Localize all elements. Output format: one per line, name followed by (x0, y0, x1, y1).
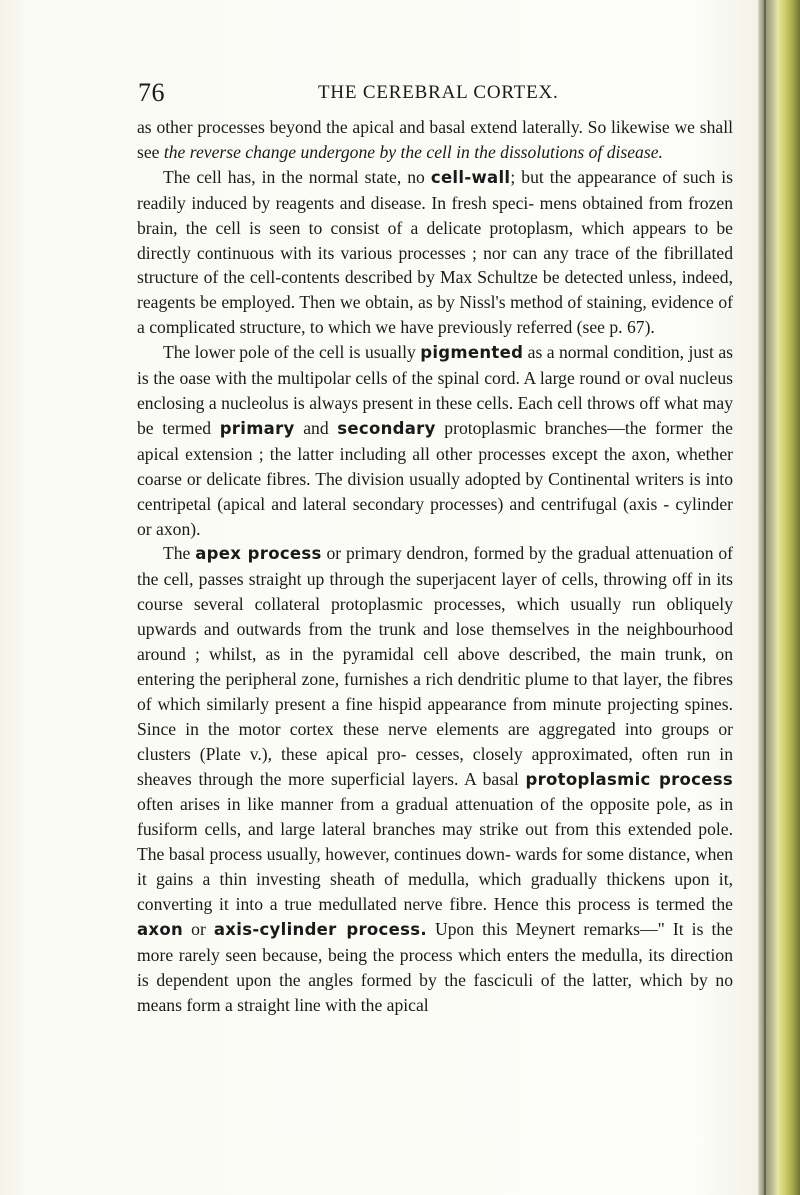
text-run: often arises in like manner from a gradual attenuation of the opposite pole, as in fusiform cells, and large lateral branches may strike out from this extended pole. The basal process usually, however, continues down- wards for some distance, when it gains a thin investing sheath of medulla, which gradually thickens upon it, converting it into a true medullated nerve fibre. Hence this process is termed the (137, 794, 733, 915)
paragraph-1 (137, 115, 733, 165)
italic-text: the reverse change undergone by the cell in the dissolutions of disease. (163, 141, 663, 162)
text-run: ; but the appearance of such is readily induced by reagents and disease. In fresh speci- mens obtained from frozen brain, the cell is seen to consist of a delicate protoplasm, which appears to be directly continuous with its various processes ; nor can any trace of the fibrillated structure of the cell-contents described by Max Schultze be detected unless, indeed, reagents be employed. Then we obtain, as by Nissl's method of staining, evidence of a complicated structure, to which we have previously referred (see p. 67). (137, 166, 733, 338)
text-run: The lower pole of the cell is usually (163, 342, 421, 363)
text-run: The (163, 543, 196, 564)
paragraph-4 (137, 541, 733, 1017)
running-head: THE CEREBRAL CORTEX. (318, 82, 559, 103)
term-pigmented: pigmented (420, 343, 524, 363)
text-run: protoplasmic branches—the former the apical extension ; the latter including all other processes except the axon, whether coarse or delicate fibres. The division usually adopted by Continental writers is into centripetal (apical and lateral secondary processes) and centrifugal (axis - cylinder or axon). (137, 417, 733, 539)
page-header (138, 78, 738, 108)
text-run: Upon this Meynert remarks—" It is the more rarely seen because, being the process which enters the medulla, its direction is dependent upon the angles formed by the fasciculi of the latter, which by no means form a straight line with the apical (137, 919, 733, 1015)
term-axis-cylinder: axis-cylinder process. (213, 920, 427, 939)
text-run: as a normal condition, just as is the oase with the multipolar cells of the spinal cord. A large round or oval nucleus enclosing a nucleolus is always present in these cells. Each cell throws off what may be termed (137, 342, 734, 438)
term-cell-wall: cell-wall (430, 167, 511, 187)
body-text (137, 115, 733, 1018)
term-secondary: secondary (337, 418, 436, 438)
text-run: and (294, 417, 338, 438)
term-primary: primary (219, 418, 295, 438)
paragraph-2 (137, 165, 733, 340)
term-axon: axon (137, 920, 184, 939)
text-run: or (183, 919, 214, 939)
text-run: or primary dendron, formed by the gradual attenuation of the cell, passes straight up through the superjacent layer of cells, throwing off in its course several collateral protoplasmic processes, which usually run obliquely upwards and outwards from the trunk and lose themselves in the neighbourhood around ; whilst, as in the pyramidal cell above described, the main trunk, on entering the peripheral zone, furnishes a rich dendritic plume to that layer, the fibres of which similarly present a fine hispid appearance from minute projecting spines. Since in the motor cortex these nerve elements are aggregated into groups or clusters (Plate v.), these apical pro- cesses, closely approximated, often run in sheaves through the more superficial layers. A basal (137, 543, 733, 789)
text-run: as other processes beyond the apical and basal extend laterally. So likewise we shall see (137, 117, 733, 162)
text-run: The cell has, in the normal state, no (163, 166, 431, 187)
page-edge-line (764, 0, 766, 1195)
term-apex-process: apex process (195, 544, 322, 564)
paragraph-3 (137, 340, 733, 541)
term-protoplasmic-process: protoplasmic process (525, 769, 733, 789)
page-number: 76 (138, 78, 165, 107)
